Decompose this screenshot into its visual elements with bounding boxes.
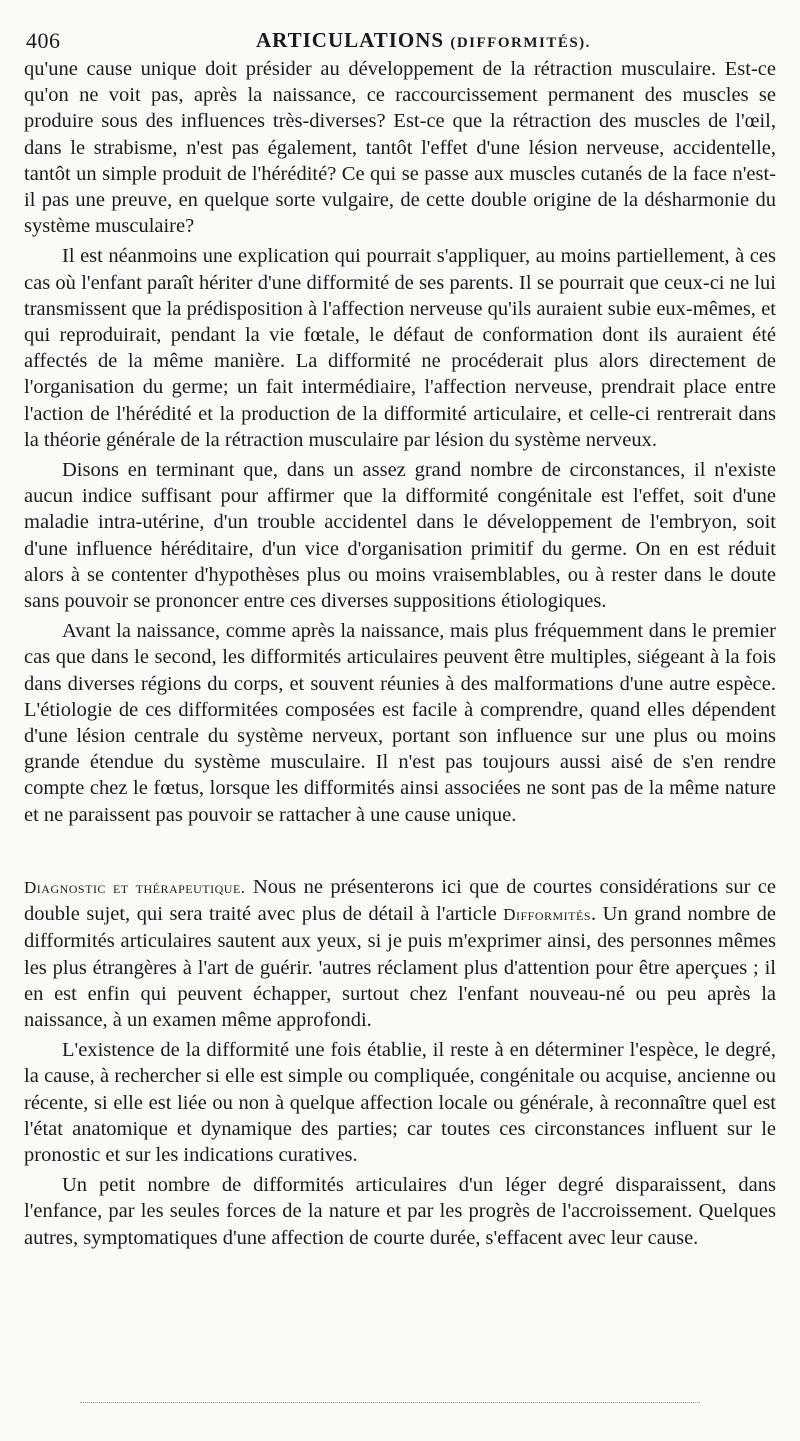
page-number: 406 — [26, 28, 61, 53]
paragraph-multiple-deformities: Avant la naissance, comme après la naissance, mais plus fréquemment dans le premier cas que dans le second, les difformités articulaires peuvent être multiples, siégeant à la fois dans diverses régions du corps, et souvent réunies à des malformations d'une autre espèce. L'étiologie de ces difformitées composées est facile à comprendre, quand elles dépendent d'une lésion centrale du système nerveux, portant son influence sur une plus ou moins grande étendue du système musculaire. Il n'est pas toujours aussi aisé de s'en rendre compte chez le fœtus, lorsque les difformités ainsi associées ne sont pas de la même nature et ne paraissent pas pouvoir se rattacher à une cause unique. — [24, 620, 776, 826]
running-head — [18, 28, 788, 52]
header-subtitle: (DIFFORMITÉS). — [450, 35, 591, 51]
paragraph-spontaneous-resolution: Un petit nombre de difformités articulaires d'un léger degré disparaissent, dans l'enfance, par les seules forces de la nature et par les progrès de l'accroissement. Quelques autres, symptomatiques d'une affection de courte durée, s'effacent avec leur cause. — [24, 1174, 776, 1249]
footer-rule — [80, 1402, 700, 1403]
body-text — [24, 56, 776, 1255]
paragraph-conclusion: Disons en terminant que, dans un assez grand nombre de circonstances, il n'existe aucun indice suffisant pour affirmer que la difformité congénitale est l'effet, soit d'une maladie intra-utérine, d'un trouble accidentel dans le développement de l'embryon, soit d'une influence héréditaire, d'un vice d'organisation primitif du germe. On en est réduit alors à se contenter d'hypothèses plus ou moins vraisemblables, ou à rester dans le doute sans pouvoir se prononcer entre ces diverses suppositions étiologiques. — [24, 459, 776, 613]
paragraph-diagnostic — [24, 874, 776, 1033]
diagnostic-text-2: . Un grand nombre de difformités articulaires sautent aux yeux, si je puis m'exprimer ainsi, des personnes mêmes les plus étrangères à l'art de guérir. 'autres réclament plus d'attention pour être aperçues ; il en est enfin qui peuvent échapper, surtout chez l'enfant nouveau-né ou peu après la naissance, à un examen même approfondi. — [24, 903, 777, 1031]
page-header — [256, 28, 591, 53]
paragraph-determination: L'existence de la difformité une fois établie, il reste à en déterminer l'espèce, le degré, la cause, à rechercher si elle est simple ou compliquée, congénitale ou acquise, ancienne ou récente, si elle est liée ou non à quelque affection locale ou générale, à reconnaître quel est l'état anatomique et dynamique des parties; car toutes ces circonstances influent sur le pronostic et sur les indications curatives. — [24, 1039, 776, 1166]
paragraph-continuation: qu'une cause unique doit présider au développement de la rétraction musculaire. Est-ce qu'on ne voit pas, après la naissance, ce raccourcissement permanent des muscles se produire sous des influences très-diverses? Est-ce que la rétraction des muscles de l'œil, dans le strabisme, n'est pas également, tantôt l'effet d'une lésion nerveuse, accidentelle, tantôt un simple produit de l'hérédité? Ce qui se passe aux muscles cutanés de la face n'est-il pas une preuve, en quelque sorte vulgaire, de cette double origine de la désharmonie du système musculaire? — [24, 58, 776, 238]
cross-reference: Difformités — [503, 905, 592, 925]
diagnostic-text-1: Nous ne présenterons ici que de courtes considérations sur ce double sujet, qui sera traité avec plus de détail à l'article — [24, 875, 776, 926]
paragraph-hereditary-explanation: Il est néanmoins une explication qui pourrait s'appliquer, au moins partiellement, à ces cas où l'enfant paraît hériter d'une difformité de ses parents. Il se pourrait que ceux-ci ne lui transmissent que la prédisposition à l'affection nerveuse qu'ils auraient subie eux-mêmes, et qui reproduirait, pendant la vie fœtale, le défaut de conformation dont ils auraient été affectés de la même manière. La difformité ne procéderait plus alors directement de l'organisation du germe; un fait intermédiaire, l'affection nerveuse, prendrait place entre l'action de l'hérédité et la production de la difformité articulaire, et celle-ci rentrerait dans la théorie générale de la rétraction musculaire par lésion du système nerveux. — [24, 245, 776, 451]
header-title: ARTICULATIONS — [256, 28, 445, 52]
section-heading-diagnostic: Diagnostic et thérapeutique. — [24, 877, 246, 897]
